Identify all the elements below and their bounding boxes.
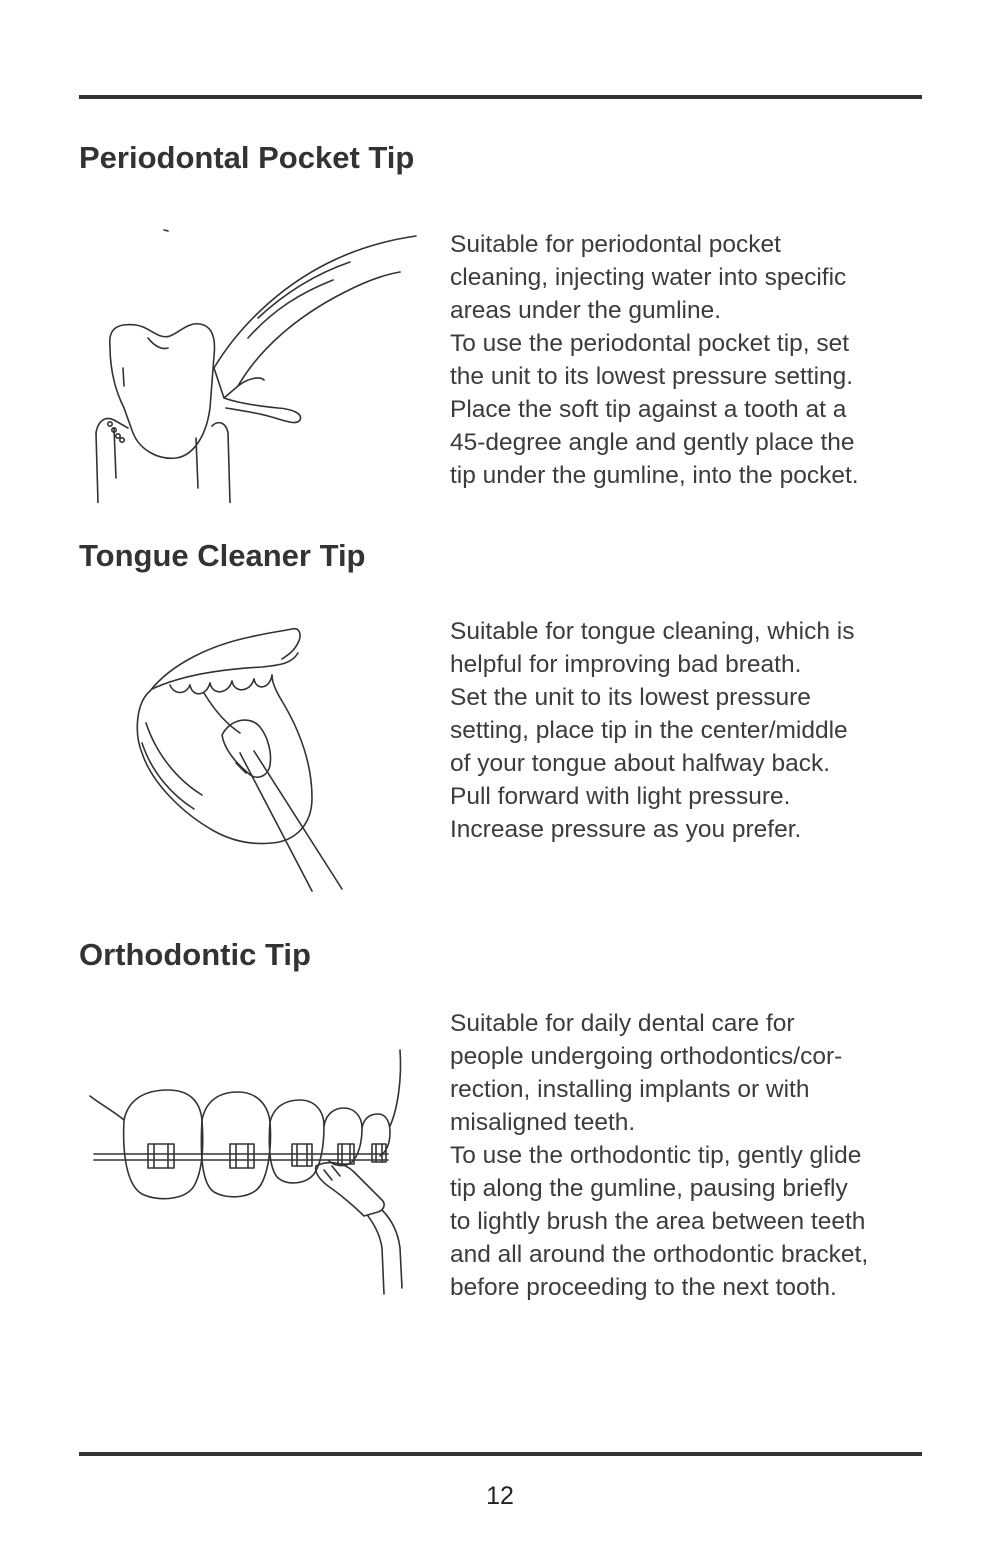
body-line: Suitable for daily dental care for bbox=[450, 1010, 795, 1037]
top-divider bbox=[79, 95, 922, 99]
body-line: cleaning, injecting water into specific bbox=[450, 264, 847, 291]
body-line: of your tongue about halfway back. bbox=[450, 750, 831, 777]
body-line: to lightly brush the area between teeth bbox=[450, 1208, 866, 1235]
body-line: To use the periodontal pocket tip, set bbox=[450, 330, 850, 357]
periodontal-pocket-tip-illustration bbox=[88, 228, 423, 503]
body-line: tip along the gumline, pausing briefly bbox=[450, 1175, 848, 1202]
page-number: 12 bbox=[486, 1482, 514, 1510]
body-line: To use the orthodontic tip, gently glide bbox=[450, 1142, 862, 1169]
section-body-periodontal bbox=[450, 228, 930, 492]
orthodontic-tip-illustration bbox=[88, 1048, 408, 1298]
body-line: areas under the gumline. bbox=[450, 297, 722, 324]
body-line: Place the soft tip against a tooth at a bbox=[450, 396, 847, 423]
bottom-divider bbox=[79, 1452, 922, 1456]
section-body-tongue bbox=[450, 615, 930, 846]
body-line: 45-degree angle and gently place the bbox=[450, 429, 855, 456]
body-line: helpful for improving bad breath. bbox=[450, 651, 802, 678]
section-title-orthodontic: Orthodontic Tip bbox=[79, 937, 311, 972]
section-title-tongue: Tongue Cleaner Tip bbox=[79, 538, 366, 573]
body-line: setting, place tip in the center/middle bbox=[450, 717, 848, 744]
body-line: before proceeding to the next tooth. bbox=[450, 1274, 837, 1301]
body-line: misaligned teeth. bbox=[450, 1109, 636, 1136]
body-line: Increase pressure as you prefer. bbox=[450, 816, 802, 843]
body-line: Set the unit to its lowest pressure bbox=[450, 684, 811, 711]
body-line: tip under the gumline, into the pocket. bbox=[450, 462, 859, 489]
section-body-orthodontic bbox=[450, 1007, 930, 1304]
body-line: Pull forward with light pressure. bbox=[450, 783, 791, 810]
body-line: and all around the orthodontic bracket, bbox=[450, 1241, 869, 1268]
body-line: the unit to its lowest pressure setting. bbox=[450, 363, 854, 390]
body-line: Suitable for periodontal pocket bbox=[450, 231, 781, 258]
section-title-periodontal: Periodontal Pocket Tip bbox=[79, 140, 415, 175]
tongue-cleaner-tip-illustration bbox=[132, 623, 352, 895]
body-line: rection, installing implants or with bbox=[450, 1076, 810, 1103]
body-line: people undergoing orthodontics/cor- bbox=[450, 1043, 843, 1070]
body-line: Suitable for tongue cleaning, which is bbox=[450, 618, 855, 645]
